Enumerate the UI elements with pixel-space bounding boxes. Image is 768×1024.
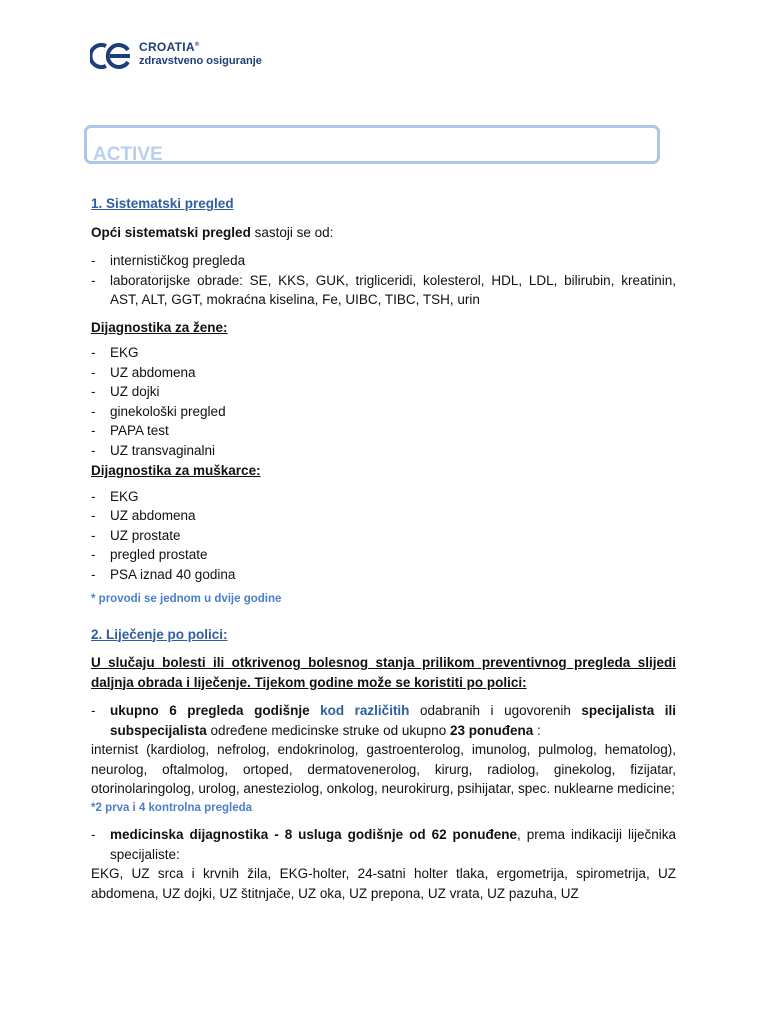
list-item: - PAPA test xyxy=(91,421,676,441)
list-item: - UZ abdomena xyxy=(91,506,676,526)
men-diagnostics-title: Dijagnostika za muškarce: xyxy=(91,463,261,478)
section1-intro: Opći sistematski pregled sastoji se od: xyxy=(91,224,334,240)
section1-note: * provodi se jednom u dvije godine xyxy=(91,593,282,605)
section2-note: *2 prva i 4 kontrolna pregleda xyxy=(91,801,253,814)
diagnostics-types: EKG, UZ srca i krvnih žila, EKG-holter, 24-satni holter tlaka, ergometrija, spirometrija, UZ abdomena, UZ dojki, UZ štitnjače, UZ oka, UZ prepona, UZ vrata, UZ pazuha, UZ xyxy=(91,866,676,901)
exam-list xyxy=(91,251,676,310)
list-item: - EKG xyxy=(91,487,676,507)
list-item: - UZ dojki xyxy=(91,382,676,402)
section2-intro: U slučaju bolesti ili otkrivenog bolesnog stanja prilikom preventivnog pregleda slijedi daljnja obrada i liječenje. Tijekom godine može se koristiti po polici: xyxy=(91,655,676,690)
list-item: - UZ prostate xyxy=(91,526,676,546)
diagnostics-item: - medicinska dijagnostika - 8 usluga godišnje od 62 ponuđene, prema indikaciji liječnika specijaliste: xyxy=(91,825,676,864)
specialist-list xyxy=(91,701,676,740)
section1-title: 1. Sistematski pregled xyxy=(91,196,234,211)
list-item: - EKG xyxy=(91,343,676,363)
document-body xyxy=(91,194,676,903)
specialist-types: internist (kardiolog, nefrolog, endokrinolog, gastroenterolog, imunolog, pulmolog, hematolog), neurolog, oftalmolog, ortoped, dermatovenerolog, kirurg, radiolog, ginekolog, fizijatar, otorinolaringolog, urolog, anesteziolog, onkolog, neurokirurg, psihijatar, spec. nuklearne medicine; xyxy=(91,742,676,796)
list-item: - PSA iznad 40 godina xyxy=(91,565,676,585)
company-logo xyxy=(90,38,290,74)
women-diagnostics-title: Dijagnostika za žene: xyxy=(91,319,228,335)
specialist-exams-item: - ukupno 6 pregleda godišnje kod različitih odabranih i ugovorenih specijalista ili subspecijalista određene medicinske struke od ukupno 23 ponuđena : xyxy=(91,701,676,740)
list-item: - UZ abdomena xyxy=(91,363,676,383)
women-diagnostics-list xyxy=(91,343,676,460)
logo-subtitle: zdravstveno osiguranje xyxy=(139,55,262,67)
diagnostics-list xyxy=(91,825,676,864)
list-item: - internističkog pregleda xyxy=(91,251,676,271)
plan-name: ACTIVE xyxy=(93,144,163,165)
section2-title: 2. Liječenje po polici: xyxy=(91,626,228,642)
list-item: - ginekološki pregled xyxy=(91,402,676,422)
logo-brand: CROATIA® xyxy=(139,40,200,54)
men-diagnostics-list xyxy=(91,487,676,585)
list-item: - UZ transvaginalni xyxy=(91,441,676,461)
list-item: - pregled prostate xyxy=(91,545,676,565)
plan-name-box xyxy=(84,125,660,164)
list-item: - laboratorijske obrade: SE, KKS, GUK, trigliceridi, kolesterol, HDL, LDL, bilirubin, kreatinin, AST, ALT, GGT, mokraćna kiselina, Fe, UIBC, TIBC, TSH, urin xyxy=(91,271,676,310)
croatia-logo-icon xyxy=(90,42,134,70)
